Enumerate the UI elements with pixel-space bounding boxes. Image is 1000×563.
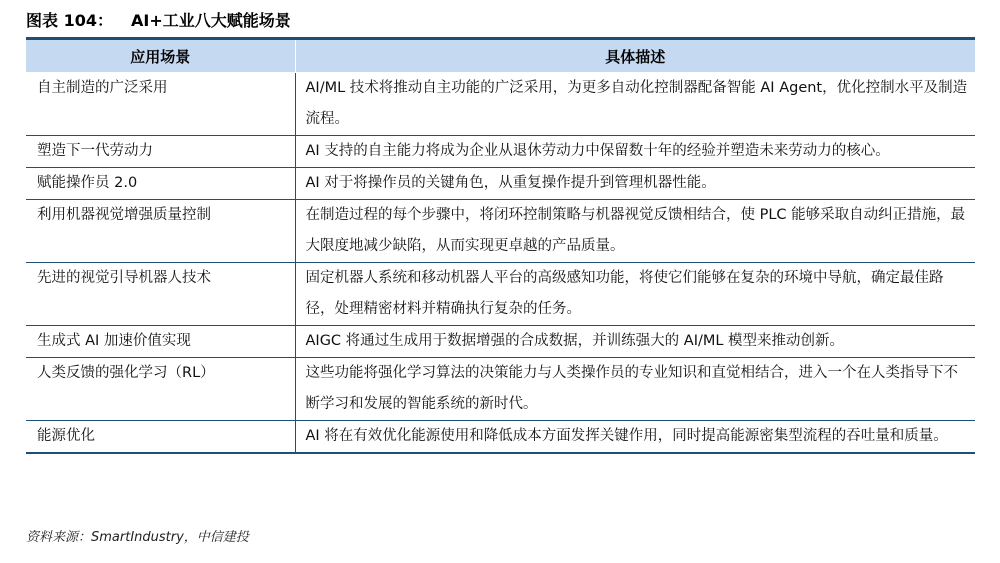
column-header-scenario: 应用场景 bbox=[26, 40, 295, 73]
description-cell: AI/ML 技术将推动自主功能的广泛采用，为更多自动化控制器配备智能 AI Agent，优化控制水平及制造流程。 bbox=[295, 73, 975, 136]
scenario-cell: 生成式 AI 加速价值实现 bbox=[26, 326, 295, 358]
figure-title bbox=[26, 8, 291, 34]
description-cell: AIGC 将通过生成用于数据增强的合成数据，并训练强大的 AI/ML 模型来推动创新。 bbox=[295, 326, 975, 358]
scenario-cell: 塑造下一代劳动力 bbox=[26, 136, 295, 168]
scenario-cell: 先进的视觉引导机器人技术 bbox=[26, 263, 295, 326]
table-row bbox=[26, 326, 975, 358]
table-row bbox=[26, 358, 975, 421]
figure-label: 图表 104： bbox=[26, 11, 113, 30]
scenario-cell: 能源优化 bbox=[26, 421, 295, 454]
table-row bbox=[26, 73, 975, 136]
table-row bbox=[26, 136, 975, 168]
scenario-cell: 利用机器视觉增强质量控制 bbox=[26, 200, 295, 263]
figure-title-text: AI+工业八大赋能场景 bbox=[130, 11, 291, 30]
column-header-description: 具体描述 bbox=[295, 40, 975, 73]
description-cell: AI 将在有效优化能源使用和降低成本方面发挥关键作用，同时提高能源密集型流程的吞吐量和质量。 bbox=[295, 421, 975, 454]
table-header-row bbox=[26, 40, 975, 73]
scenario-table bbox=[26, 37, 975, 454]
table-row bbox=[26, 421, 975, 454]
table-row bbox=[26, 263, 975, 326]
description-cell: 在制造过程的每个步骤中，将闭环控制策略与机器视觉反馈相结合，使 PLC 能够采取自动纠正措施，最大限度地减少缺陷，从而实现更卓越的产品质量。 bbox=[295, 200, 975, 263]
table-grid bbox=[26, 40, 975, 454]
source-note: 资料来源：SmartIndustry，中信建投 bbox=[26, 530, 249, 545]
table-row bbox=[26, 168, 975, 200]
description-cell: 这些功能将强化学习算法的决策能力与人类操作员的专业知识和直觉相结合，进入一个在人类指导下不断学习和发展的智能系统的新时代。 bbox=[295, 358, 975, 421]
table-row bbox=[26, 200, 975, 263]
scenario-cell: 自主制造的广泛采用 bbox=[26, 73, 295, 136]
description-cell: AI 对于将操作员的关键角色，从重复操作提升到管理机器性能。 bbox=[295, 168, 975, 200]
scenario-cell: 人类反馈的强化学习（RL） bbox=[26, 358, 295, 421]
scenario-cell: 赋能操作员 2.0 bbox=[26, 168, 295, 200]
description-cell: AI 支持的自主能力将成为企业从退休劳动力中保留数十年的经验并塑造未来劳动力的核心。 bbox=[295, 136, 975, 168]
description-cell: 固定机器人系统和移动机器人平台的高级感知功能，将使它们能够在复杂的环境中导航，确定最佳路径，处理精密材料并精确执行复杂的任务。 bbox=[295, 263, 975, 326]
